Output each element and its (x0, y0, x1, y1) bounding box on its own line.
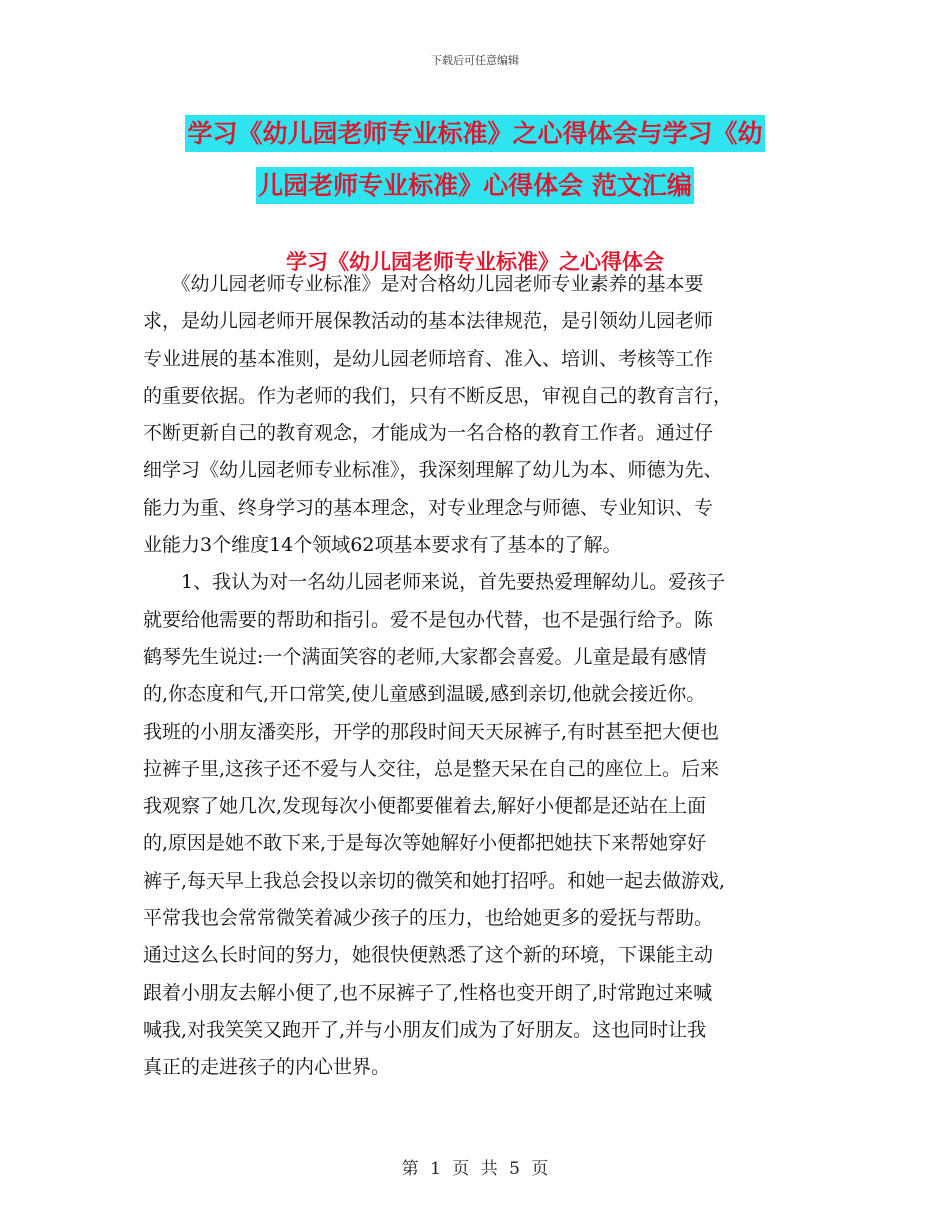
text-line: 裤子,每天早上我总会投以亲切的微笑和她打招呼。和她一起去做游戏, (143, 869, 726, 892)
paragraph-1 (143, 266, 808, 564)
text-line: 专业进展的基本准则，是幼儿园老师培育、准入、培训、考核等工作 (143, 347, 714, 370)
text-line: 的,你态度和气,开口常笑,使儿童感到温暖,感到亲切,他就会接近你。 (143, 683, 706, 706)
text-line: 求，是幼儿园老师开展保教活动的基本法律规范，是引领幼儿园老师 (143, 310, 714, 333)
section-heading: 学习《幼儿园老师专业标准》之心得体会 (286, 250, 664, 274)
text-line: 我班的小朋友潘奕彤，开学的那段时间天天尿裤子,有时甚至把大便也 (143, 720, 720, 743)
text-line: 鹤琴先生说过:一个满面笑容的老师,大家都会喜爱。儿童是最有感情 (143, 645, 707, 668)
page-footer: 第 1 页 共 5 页 (401, 1159, 549, 1179)
text-line: 能力为重、终身学习的基本理念，对专业理念与师德、专业知识、专 (143, 496, 714, 519)
document-body (143, 266, 808, 1087)
header-note: 下载后可任意编辑 (431, 54, 519, 67)
text-line: 喊我,对我笑笑又跑开了,并与小朋友们成为了好朋友。这也同时让我 (143, 1018, 707, 1041)
text-line: 的,原因是她不敢下来,于是每次等她解好小便都把她扶下来帮她穿好 (143, 832, 707, 855)
text-line: 《幼儿园老师专业标准》是对合格幼儿园老师专业素养的基本要 (143, 273, 704, 295)
text-line: 不断更新自己的教育观念，才能成为一名合格的教育工作者。通过仔 (143, 422, 714, 445)
text-line: 我观察了她几次,发现每次小便都要催着去,解好小便都是还站在上面 (143, 795, 707, 818)
text-line: 的重要依据。作为老师的我们，只有不断反思，审视自己的教育言行， (143, 384, 733, 407)
text-line: 细学习《幼儿园老师专业标准》，我深刻理解了幼儿为本、师德为先、 (143, 459, 723, 482)
text-line: 跟着小朋友去解小便了,也不尿裤子了,性格也变开朗了,时常跑过来喊 (143, 981, 713, 1004)
text-line: 真正的走进孩子的内心世界。 (143, 1056, 391, 1079)
paragraph-2 (143, 564, 808, 1086)
text-line: 拉裤子里,这孩子还不爱与人交往，总是整天呆在自己的座位上。后来 (143, 757, 720, 780)
text-line: 平常我也会常常微笑着减少孩子的压力，也给她更多的爱抚与帮助。 (143, 907, 714, 930)
text-line: 就要给他需要的帮助和指引。爱不是包办代替，也不是强行给予。陈 (143, 608, 714, 631)
title-line-1: 学习《幼儿园老师专业标准》之心得体会与学习《幼 (185, 115, 764, 152)
text-line: 通过这么长时间的努力，她很快便熟悉了这个新的环境，下课能主动 (143, 944, 714, 967)
text-line: 业能力3个维度14个领域62项基本要求有了基本的了解。 (143, 534, 622, 557)
text-line: 1、我认为对一名幼儿园老师来说，首先要热爱理解幼儿。爱孩子 (143, 571, 726, 594)
document-title (0, 108, 950, 212)
title-line-2: 儿园老师专业标准》心得体会 范文汇编 (256, 167, 694, 204)
